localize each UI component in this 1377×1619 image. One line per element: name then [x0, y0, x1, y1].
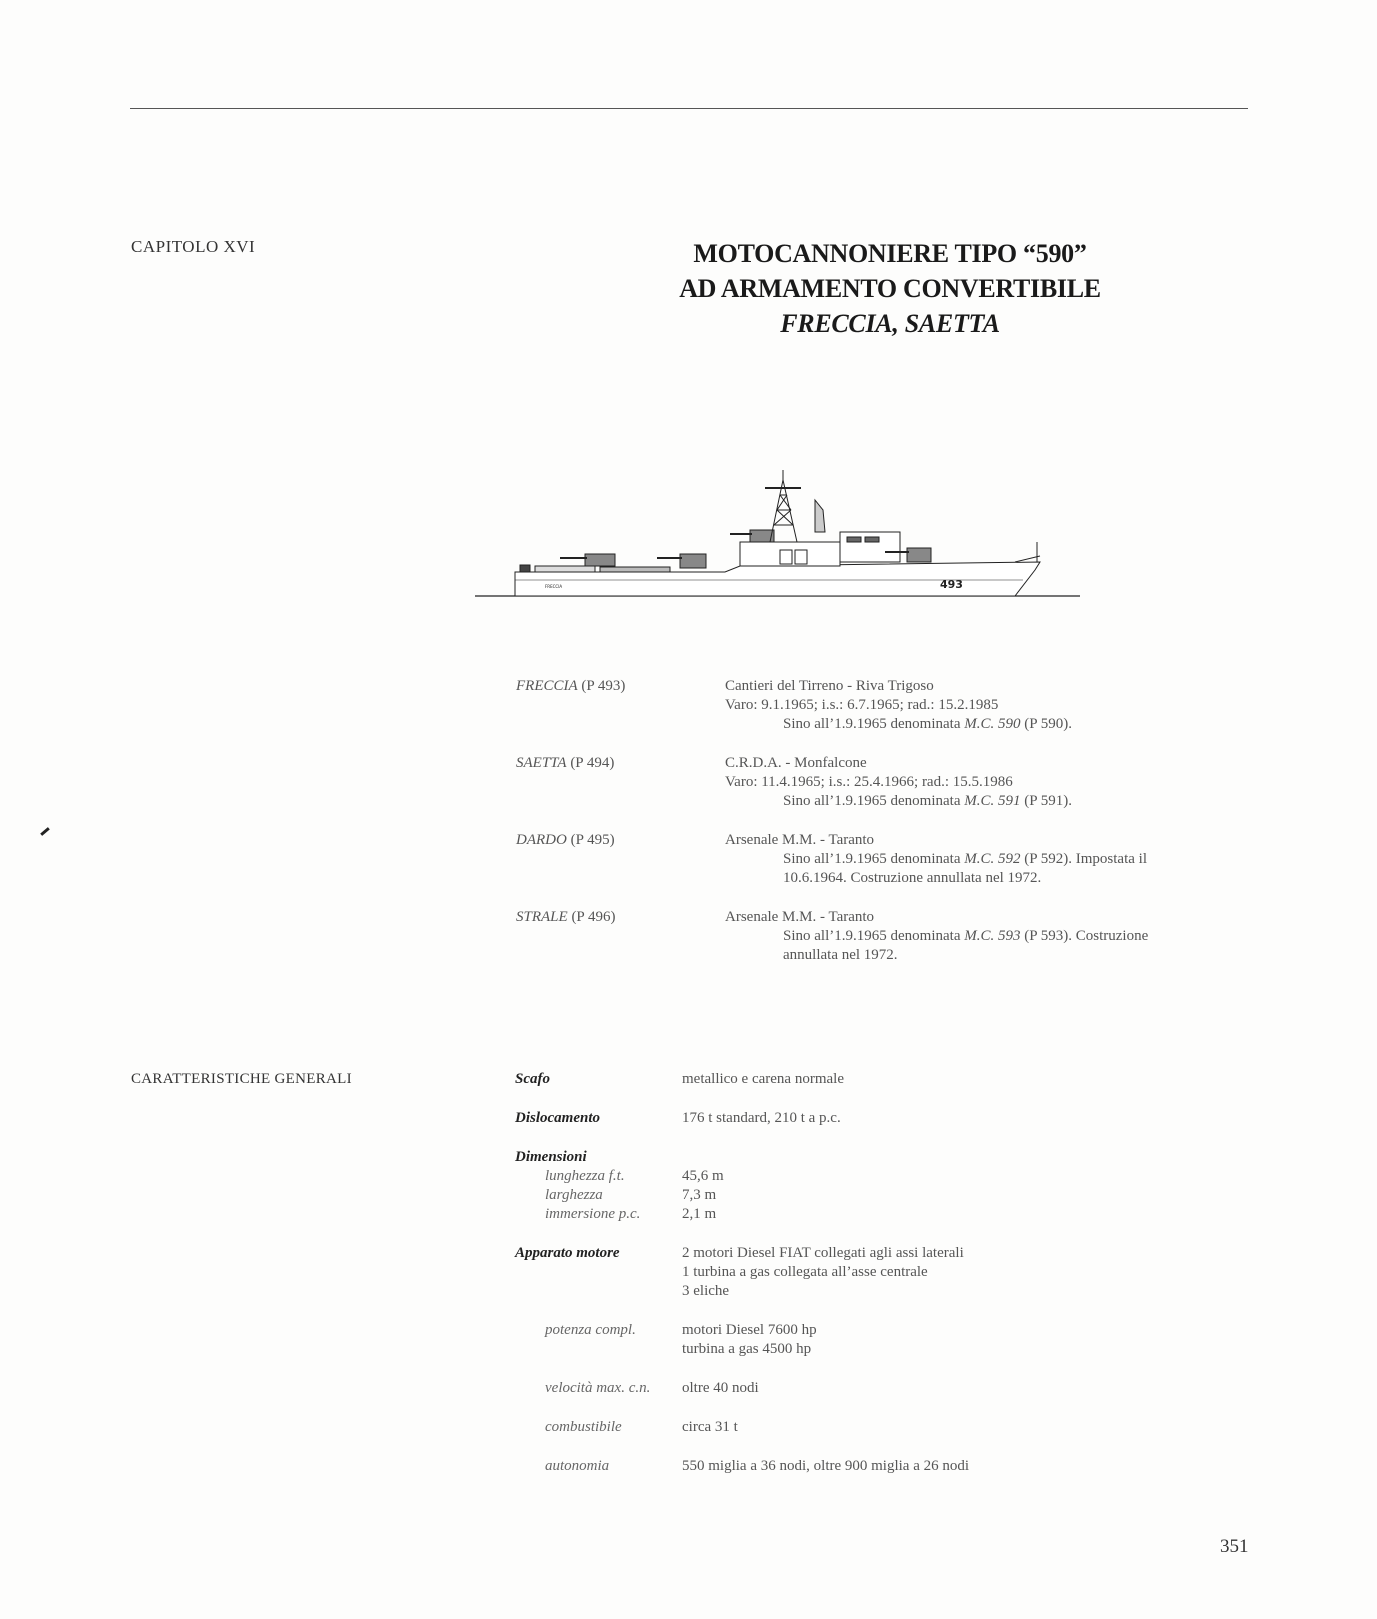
specs-table [515, 1070, 1115, 1476]
spec-row-autonomia: autonomia 550 miglia a 36 nodi, oltre 900 miglia a 26 nodi [545, 1458, 970, 1474]
unit-name: SAETTA (P 494) [516, 755, 615, 771]
spec-row-lunghezza: lunghezza f.t. 45,6 m [545, 1168, 724, 1184]
general-characteristics-label: CARATTERISTICHE GENERALI [131, 1071, 352, 1087]
unit-note: Sino all’1.9.1965 denominata M.C. 593 (P 593). Costruzione [783, 928, 1149, 944]
spec-row-dimensioni: Dimensioni [515, 1149, 587, 1165]
unit-builder: Cantieri del Tirreno - Riva Trigoso [725, 678, 934, 694]
units-list [516, 677, 1256, 985]
unit-entry-saetta [516, 754, 1256, 811]
spec-row-immersione: immersione p.c. 2,1 m [545, 1206, 717, 1222]
unit-builder: Arsenale M.M. - Taranto [725, 832, 875, 848]
title-line-3: FRECCIA, SAETTA [780, 309, 1000, 338]
unit-name: DARDO (P 495) [516, 832, 615, 848]
unit-builder: C.R.D.A. - Monfalcone [725, 755, 867, 771]
ink-mark [40, 827, 50, 836]
unit-note: Sino all’1.9.1965 denominata M.C. 591 (P 591). [783, 793, 1073, 809]
ship-profile-drawing [475, 470, 1105, 620]
unit-info [725, 754, 1256, 811]
spec-row-dislocamento: Dislocamento 176 t standard, 210 t a p.c. [515, 1110, 841, 1126]
unit-info [725, 677, 1256, 734]
unit-note: Sino all’1.9.1965 denominata M.C. 590 (P 590). [783, 716, 1073, 732]
spec-row-velocita: velocità max. c.n. oltre 40 nodi [545, 1380, 759, 1396]
ship-name-plate: FRECCIA [545, 584, 563, 589]
unit-dates: Varo: 11.4.1965; i.s.: 25.4.1966; rad.: 15.5.1986 [725, 774, 1013, 790]
header-rule [130, 108, 1248, 109]
unit-name: STRALE (P 496) [516, 909, 616, 925]
unit-dates: Varo: 9.1.1965; i.s.: 6.7.1965; rad.: 15.2.1985 [725, 697, 999, 713]
chapter-label: CAPITOLO XVI [131, 237, 256, 256]
spec-row-apparato-motore: Apparato motore 2 motori Diesel FIAT collegati agli assi laterali 1 turbina a gas collegata all’asse centrale 3 eliche [515, 1245, 964, 1299]
spec-row-potenza: potenza compl. motori Diesel 7600 hp turbina a gas 4500 hp [545, 1322, 817, 1357]
unit-note-continued: annullata nel 1972. [783, 947, 898, 963]
unit-note: Sino all’1.9.1965 denominata M.C. 592 (P 592). Impostata il [783, 851, 1147, 867]
unit-name: FRECCIA (P 493) [516, 678, 626, 694]
spec-row-scafo: Scafo metallico e carena normale [515, 1071, 844, 1087]
page-number: 351 [1220, 1536, 1249, 1557]
unit-builder: Arsenale M.M. - Taranto [725, 909, 875, 925]
title-line-2: AD ARMAMENTO CONVERTIBILE [679, 274, 1101, 303]
unit-info [725, 908, 1256, 965]
spec-row-combustibile: combustibile circa 31 t [545, 1419, 738, 1435]
unit-entry-strale [516, 908, 1256, 965]
spec-row-larghezza: larghezza 7,3 m [545, 1187, 717, 1203]
title-line-1: MOTOCANNONIERE TIPO “590” [693, 239, 1087, 268]
hull-number: 493 [940, 578, 963, 591]
page-title [620, 236, 1160, 341]
unit-info [725, 831, 1256, 888]
unit-note-continued: 10.6.1964. Costruzione annullata nel 1972. [783, 870, 1042, 886]
unit-entry-freccia [516, 677, 1256, 734]
unit-entry-dardo [516, 831, 1256, 888]
